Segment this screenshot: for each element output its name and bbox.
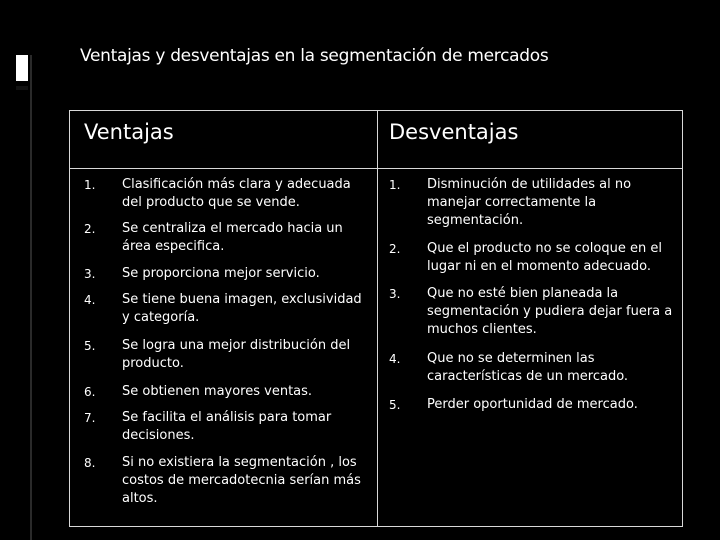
item-text: Que no esté bien planeada la segmentación y pudiera dejar fuera a muchos clientes. — [427, 286, 673, 337]
decorative-bar — [16, 55, 28, 81]
item-number: 5. — [389, 398, 401, 412]
item-text: Se proporciona mejor servicio. — [122, 266, 320, 281]
item-number: 2. — [389, 242, 401, 256]
item-number: 4. — [84, 293, 96, 307]
item-text: Se facilita el análisis para tomar decisiones. — [122, 410, 332, 443]
item-text: Se obtienen mayores ventas. — [122, 384, 313, 399]
item-number: 1. — [389, 178, 401, 192]
slide-title: Ventajas y desventajas en la segmentación de mercados — [80, 46, 549, 66]
item-number: 5. — [84, 339, 96, 353]
header-ventajas: Ventajas — [84, 120, 174, 144]
item-text: Clasificación más clara y adecuada del producto que se vende. — [122, 177, 351, 210]
column-divider — [377, 111, 378, 526]
item-text: Que no se determinen las características de un mercado. — [427, 351, 629, 384]
item-number: 4. — [389, 352, 401, 366]
item-number: 2. — [84, 222, 96, 236]
comparison-table — [69, 110, 683, 527]
item-number: 3. — [389, 287, 401, 301]
item-text: Se centraliza el mercado hacia un área especifica. — [122, 221, 343, 254]
item-number: 1. — [84, 178, 96, 192]
item-number: 6. — [84, 385, 96, 399]
item-number: 8. — [84, 456, 96, 470]
item-number: 3. — [84, 267, 96, 281]
item-text: Perder oportunidad de mercado. — [427, 397, 638, 412]
item-text: Disminución de utilidades al no manejar correctamente la segmentación. — [427, 177, 632, 228]
decorative-line — [30, 55, 32, 540]
item-text: Se tiene buena imagen, exclusividad y categoría. — [122, 292, 362, 325]
item-text: Si no existiera la segmentación , los costos de mercadotecnia serían más altos. — [122, 455, 361, 506]
header-desventajas: Desventajas — [389, 120, 519, 144]
item-text: Que el producto no se coloque en el lugar ni en el momento adecuado. — [427, 241, 662, 274]
item-text: Se logra una mejor distribución del producto. — [122, 338, 351, 371]
decorative-bar-small — [16, 86, 28, 90]
header-divider — [70, 168, 682, 169]
item-number: 7. — [84, 411, 96, 425]
